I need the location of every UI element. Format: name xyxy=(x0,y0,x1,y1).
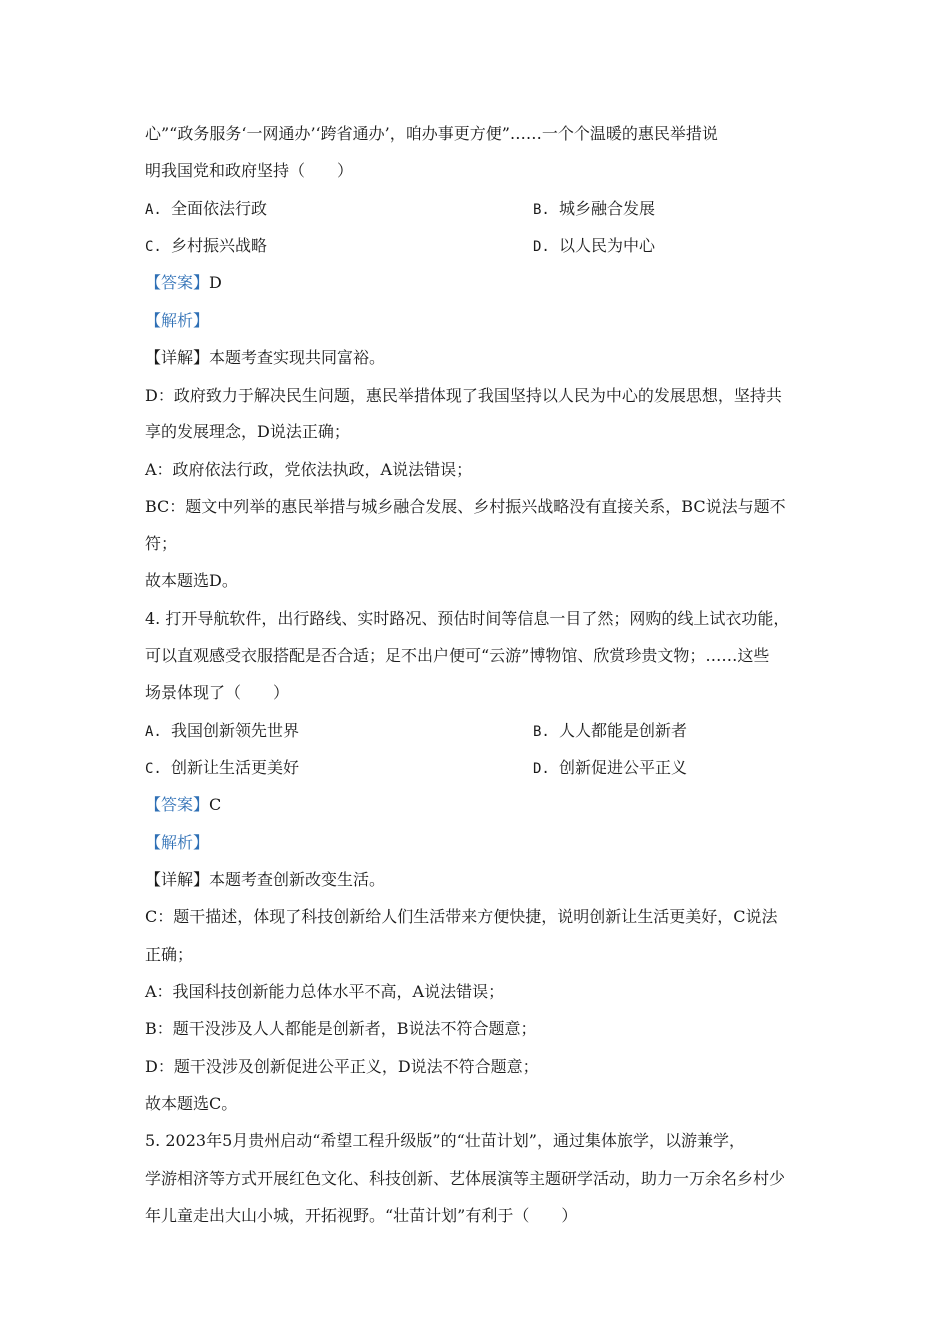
q3-explanation-line: BC：题文中列举的惠民举措与城乡融合发展、乡村振兴战略没有直接关系，BC说法与题不 xyxy=(145,497,786,516)
q3-detail xyxy=(145,347,825,369)
option-letter: D. xyxy=(533,239,550,255)
q3-option-c xyxy=(145,235,267,258)
detail-text: 本题考查创新改变生活。 xyxy=(209,870,386,889)
q3-explanation-line: D：政府致力于解决民生问题，惠民举措体现了我国坚持以人民为中心的发展思想，坚持共 xyxy=(145,386,782,405)
q4-analysis-tag xyxy=(145,832,825,854)
analysis-tag: 【解析】 xyxy=(145,833,210,852)
q4-explanation-line: B：题干没涉及人人都能是创新者，B说法不符合题意； xyxy=(145,1019,537,1038)
q4-option-a xyxy=(145,720,299,743)
option-text: 创新让生活更美好 xyxy=(171,758,300,777)
q4-detail xyxy=(145,869,825,891)
q3-explanation-line: 故本题选D。 xyxy=(145,571,238,590)
q4-explanation-line: A：我国科技创新能力总体水平不高，A说法错误； xyxy=(145,982,505,1001)
q5-stem-line-1: 5. 2023年5月贵州启动“希望工程升级版”的“壮苗计划”，通过集体旅学，以游兼学， xyxy=(145,1131,745,1150)
q3-option-a xyxy=(145,198,267,221)
q3-explanation-line: 符； xyxy=(145,534,178,553)
q3-explanation-line: A：政府依法行政，党依法执政，A说法错误； xyxy=(145,460,473,479)
option-letter: D. xyxy=(533,761,550,777)
option-text: 乡村振兴战略 xyxy=(171,236,268,255)
answer-value: C xyxy=(209,795,222,814)
option-letter: A. xyxy=(145,724,162,740)
q3-option-b xyxy=(533,198,655,221)
option-text: 我国创新领先世界 xyxy=(171,721,300,740)
option-text: 以人民为中心 xyxy=(559,236,656,255)
q4-option-b xyxy=(533,720,687,743)
q4-option-c xyxy=(145,757,299,780)
q4-stem-line-2: 可以直观感受衣服搭配是否合适；足不出户便可“云游”博物馆、欣赏珍贵文物；……这些 xyxy=(145,646,770,665)
q5-stem-line-2: 学游相济等方式开展红色文化、科技创新、艺体展演等主题研学活动，助力一万余名乡村少 xyxy=(145,1169,786,1188)
q3-option-d xyxy=(533,235,655,258)
q4-explanation-line: D：题干没涉及创新促进公平正义，D说法不符合题意； xyxy=(145,1057,539,1076)
q4-answer xyxy=(145,794,825,816)
option-letter: A. xyxy=(145,202,162,218)
q3-explanation-line: 享的发展理念，D说法正确； xyxy=(145,422,350,441)
option-text: 创新促进公平正义 xyxy=(559,758,688,777)
q4-stem-line-1: 4. 打开导航软件，出行路线、实时路况、预估时间等信息一目了然；网购的线上试衣功能， xyxy=(145,609,790,628)
q4-explanation-line: 正确； xyxy=(145,945,194,964)
option-text: 全面依法行政 xyxy=(171,199,268,218)
q3-answer xyxy=(145,272,825,294)
detail-tag: 【详解】 xyxy=(145,348,210,367)
option-text: 城乡融合发展 xyxy=(559,199,656,218)
q3-stem-line-2: 明我国党和政府坚持（ ） xyxy=(145,161,354,180)
q3-analysis-tag xyxy=(145,310,825,332)
answer-tag: 【答案】 xyxy=(145,795,210,814)
detail-text: 本题考查实现共同富裕。 xyxy=(209,348,386,367)
option-letter: C. xyxy=(145,239,162,255)
detail-tag: 【详解】 xyxy=(145,870,210,889)
q4-stem-line-3: 场景体现了（ ） xyxy=(145,683,290,702)
answer-value: D xyxy=(209,273,222,292)
q4-explanation-line: 故本题选C。 xyxy=(145,1094,238,1113)
option-letter: B. xyxy=(533,724,550,740)
analysis-tag: 【解析】 xyxy=(145,311,210,330)
q3-stem-line-1: 心”“政务服务‘一网通办’‘跨省通办’，咱办事更方便”……一个个温暖的惠民举措说 xyxy=(145,124,718,143)
option-letter: C. xyxy=(145,761,162,777)
answer-tag: 【答案】 xyxy=(145,273,210,292)
option-text: 人人都能是创新者 xyxy=(559,721,688,740)
option-letter: B. xyxy=(533,202,550,218)
q4-explanation-line: C：题干描述，体现了科技创新给人们生活带来方便快捷，说明创新让生活更美好，C说法 xyxy=(145,907,778,926)
q5-stem-line-3: 年儿童走出大山小城，开拓视野。“壮苗计划”有利于（ ） xyxy=(145,1206,578,1225)
q4-option-d xyxy=(533,757,687,780)
